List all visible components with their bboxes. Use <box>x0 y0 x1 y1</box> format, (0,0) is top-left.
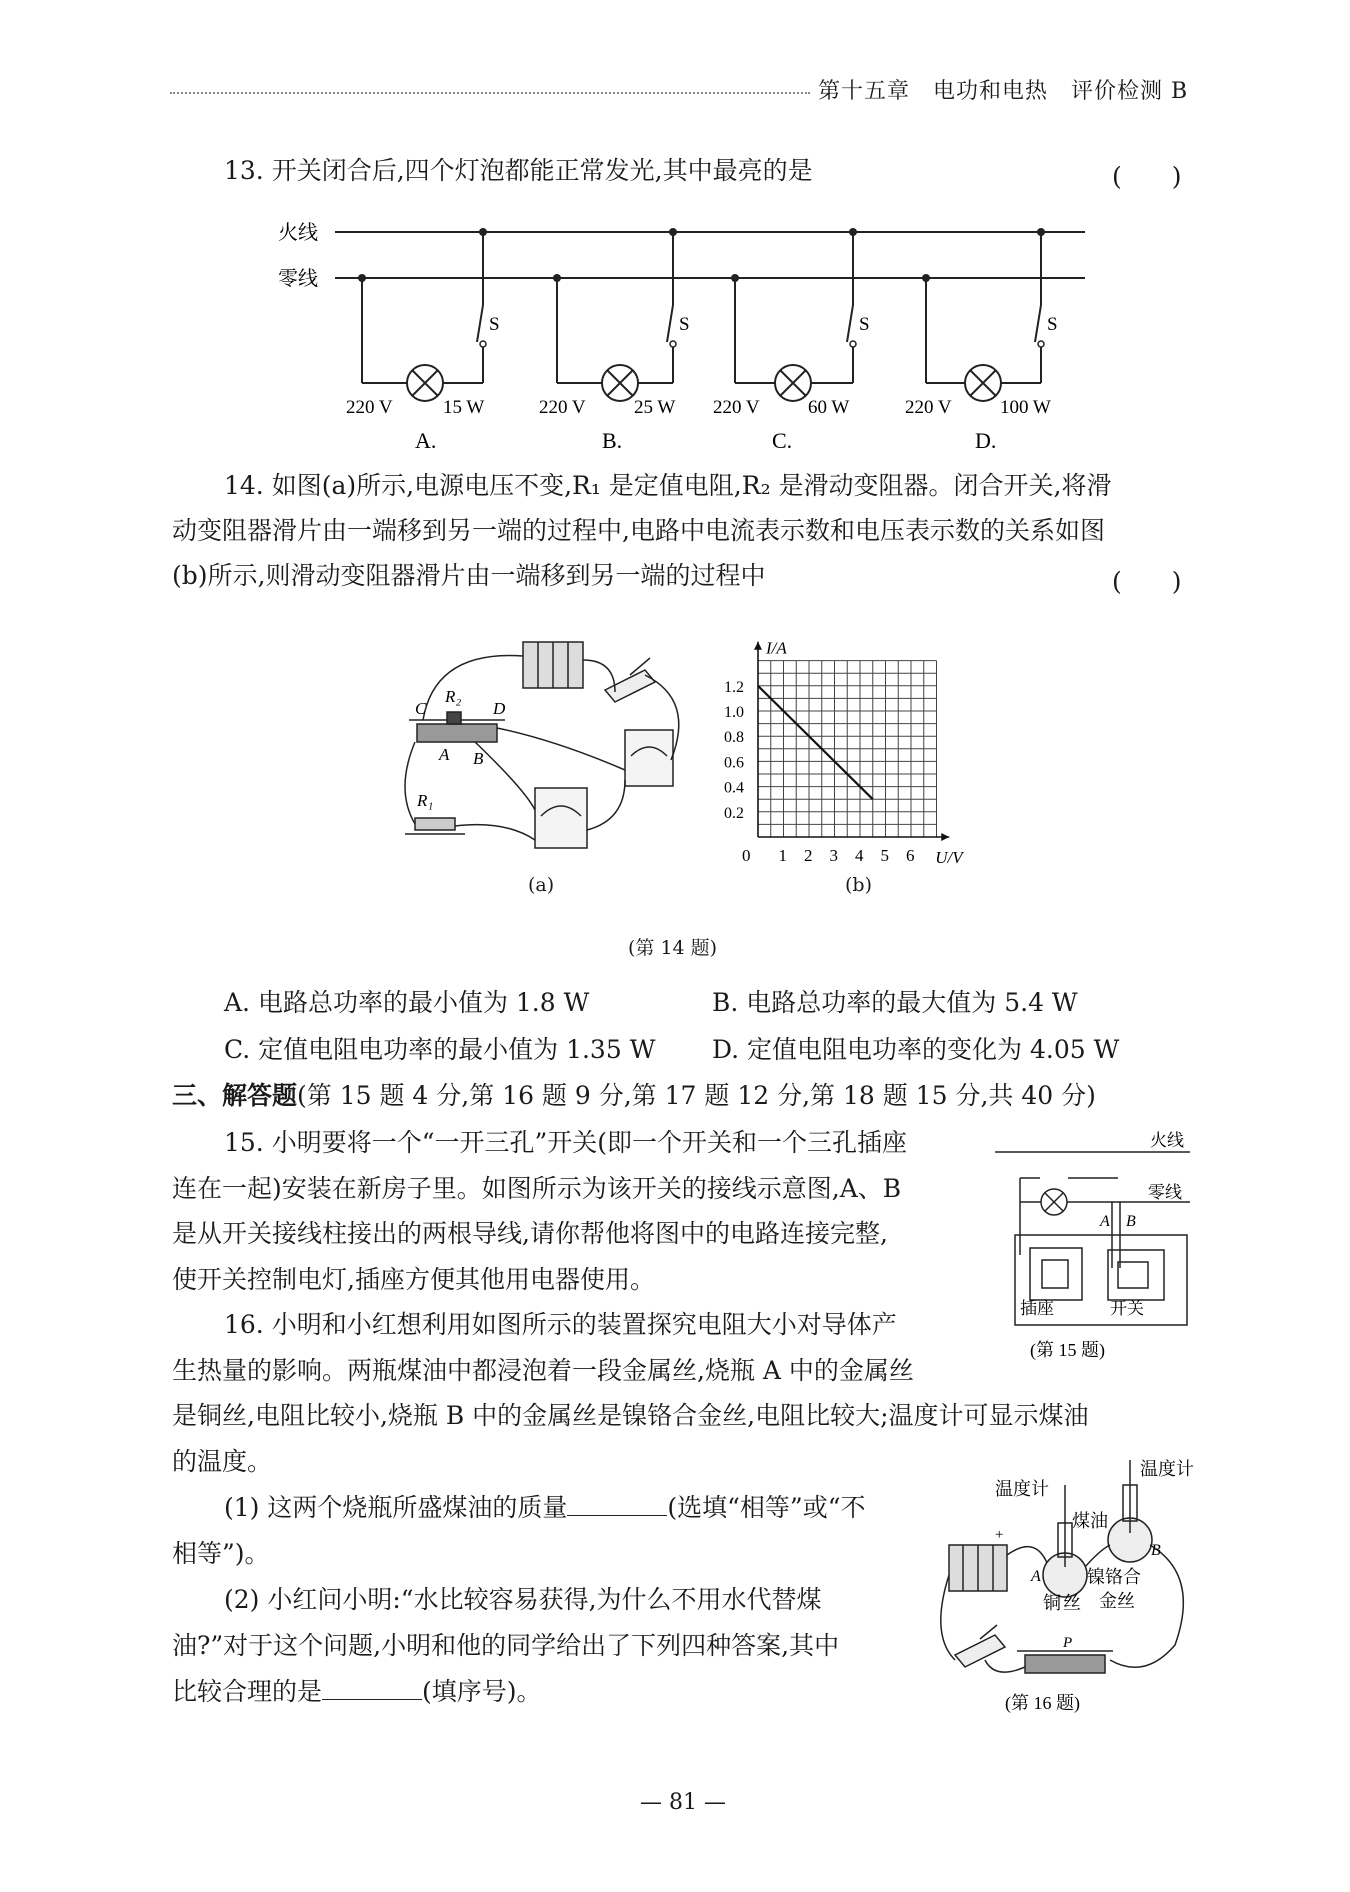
q14-option-c: C. 定值电阻电功率的最小值为 1.35 W <box>224 1035 656 1064</box>
q14-line-2: 动变阻器滑片由一端移到另一端的过程中,电路中电流表示数和电压表示数的关系如图 <box>172 516 1105 545</box>
q14-option-b: B. 电路总功率的最大值为 5.4 W <box>712 988 1078 1017</box>
q13-circuit-diagram <box>260 210 1100 460</box>
y-tick-label: 1.0 <box>724 704 744 721</box>
q15-label-a: A <box>1100 1213 1110 1230</box>
q16-kerosene-label: 煤油 <box>1072 1511 1108 1531</box>
q16-sub2-text-d: (填序号)。 <box>422 1677 542 1706</box>
q14-figure-b-label: (b) <box>845 874 872 896</box>
q13-bulb-c-voltage: 220 V <box>713 397 760 418</box>
y-tick-label: 0.8 <box>724 729 744 747</box>
q13-bulb-b-power: 25 W <box>634 397 676 418</box>
q14-figure-a-label: (a) <box>528 874 555 896</box>
q13-bulb-a-power: 15 W <box>443 397 485 418</box>
q16-nichrome-label-1: 镍铬合 <box>1087 1567 1141 1587</box>
q14-figure-b-chart <box>718 612 978 882</box>
q16-sub1-answer-blank[interactable] <box>567 1485 667 1516</box>
q13-answer-paren: ( ) <box>1112 162 1182 191</box>
y-tick-label: 0.2 <box>724 804 744 822</box>
y-tick-label: 1.2 <box>724 678 744 696</box>
q15-live-wire-label: 火线 <box>1150 1131 1184 1150</box>
q16-line-1: 16. 小明和小红想利用如图所示的装置探究电阻大小对导体产 <box>224 1310 897 1339</box>
q13-switch-d-label: S <box>1047 314 1058 335</box>
q16-sub2-text-c: 比较合理的是 <box>172 1677 323 1706</box>
y-axis-label: I/A <box>766 638 787 658</box>
q13-option-b: B. <box>602 428 623 453</box>
series-line <box>758 686 873 799</box>
section-3-scoring: (第 15 题 4 分,第 16 题 9 分,第 17 题 12 分,第 18 题 15 分,共 40 分) <box>297 1081 1096 1110</box>
q13-switch-c-label: S <box>859 314 870 335</box>
q14-label-c: C <box>415 699 427 718</box>
q16-sub1-text-c: 相等”)。 <box>172 1539 270 1568</box>
q16-figure-caption: (第 16 题) <box>1005 1693 1080 1713</box>
q15-neutral-wire-label: 零线 <box>1148 1183 1182 1202</box>
q13-neutral-wire-label: 零线 <box>278 268 318 290</box>
q16-thermometer-a-label: 温度计 <box>995 1479 1049 1499</box>
q16-nichrome-label-2: 金丝 <box>1099 1591 1135 1611</box>
q14-figure-a-apparatus <box>375 620 705 890</box>
q16-copper-label-2: 丝 <box>1063 1593 1081 1613</box>
q14-answer-paren: ( ) <box>1112 567 1182 596</box>
q13-option-d: D. <box>975 428 997 453</box>
q13-switch-a-label: S <box>489 314 500 335</box>
q14-label-d: D <box>493 699 506 718</box>
q13-stem: 13. 开关闭合后,四个灯泡都能正常发光,其中最亮的是 <box>224 156 813 185</box>
q16-sub2-text-b: 油?”对于这个问题,小明和他的同学给出了下列四种答案,其中 <box>172 1631 840 1660</box>
q14-option-d: D. 定值电阻电功率的变化为 4.05 W <box>712 1035 1120 1064</box>
q15-figure-caption: (第 15 题) <box>1030 1340 1105 1360</box>
q15-line-2: 连在一起)安装在新房子里。如图所示为该开关的接线示意图,A、B <box>172 1174 902 1203</box>
q14-label-r2: R₂ <box>445 687 462 706</box>
q16-sub1-text-a: (1) 这两个烧瓶所盛煤油的质量 <box>224 1493 568 1522</box>
x-tick-label: 4 <box>855 846 864 865</box>
q15-socket-label: 插座 <box>1020 1299 1054 1318</box>
q14-label-a: A <box>439 745 450 764</box>
q14-label-r1: R₁ <box>417 791 434 810</box>
q13-bulb-c-power: 60 W <box>808 397 850 418</box>
chapter-header: 第十五章 电功和电热 评价检测 B <box>818 79 1189 104</box>
q16-sub2-text-a: (2) 小红问小明:“水比较容易获得,为什么不用水代替煤 <box>224 1585 822 1614</box>
x-tick-label: 2 <box>804 846 813 865</box>
q13-option-a: A. <box>415 428 437 453</box>
y-tick-label: 0.4 <box>724 779 744 797</box>
q15-line-1: 15. 小明要将一个“一开三孔”开关(即一个开关和一个三孔插座 <box>224 1128 908 1157</box>
q13-bulb-d-power: 100 W <box>1000 397 1051 418</box>
q13-option-c: C. <box>772 428 793 453</box>
x-tick-label: 3 <box>829 846 838 865</box>
q13-bulb-d-voltage: 220 V <box>905 397 952 418</box>
q16-line-4: 的温度。 <box>172 1447 273 1476</box>
q13-live-wire-label: 火线 <box>278 222 318 244</box>
q16-slider-p-label: P <box>1063 1635 1073 1651</box>
q14-line-1: 14. 如图(a)所示,电源电压不变,R₁ 是定值电阻,R₂ 是滑动变阻器。闭合开关,将滑 <box>224 471 1112 500</box>
q15-switch-label: 开关 <box>1110 1299 1144 1318</box>
q16-flask-b-label: B <box>1151 1542 1161 1559</box>
q16-sub2-answer-blank[interactable] <box>322 1669 422 1700</box>
q16-battery-plus: + <box>995 1527 1004 1543</box>
q16-line-2: 生热量的影响。两瓶煤油中都浸泡着一段金属丝,烧瓶 A 中的金属丝 <box>172 1356 914 1385</box>
x-tick-label: 1 <box>778 846 787 865</box>
x-axis-arrow <box>941 833 949 841</box>
page-number: — 81 — <box>640 1790 726 1815</box>
q15-line-4: 使开关控制电灯,插座方便其他用电器使用。 <box>172 1265 655 1294</box>
y-tick-label: 0.6 <box>724 754 744 772</box>
q16-thermometer-b-label: 温度计 <box>1140 1459 1194 1479</box>
q16-line-3: 是铜丝,电阻比较小,烧瓶 B 中的金属丝是镍铬合金丝,电阻比较大;温度计可显示煤油 <box>172 1401 1089 1430</box>
q13-switch-b-label: S <box>679 314 690 335</box>
q14-line-3: (b)所示,则滑动变阻器滑片由一端移到另一端的过程中 <box>172 561 766 590</box>
q16-sub1-text-b: (选填“相等”或“不 <box>667 1493 866 1522</box>
q14-label-b: B <box>473 749 484 768</box>
q13-bulb-a-voltage: 220 V <box>346 397 393 418</box>
q16-apparatus-diagram <box>935 1455 1205 1720</box>
q13-bulb-b-voltage: 220 V <box>539 397 586 418</box>
q16-flask-a-label: A <box>1031 1568 1041 1585</box>
y-axis-arrow <box>754 642 762 650</box>
x-tick-label: 6 <box>906 846 915 865</box>
q15-label-b: B <box>1126 1213 1136 1230</box>
q15-wiring-diagram <box>990 1120 1205 1370</box>
x-axis-label: U/V <box>935 848 963 867</box>
q15-line-3: 是从开关接线柱接出的两根导线,请你帮他将图中的电路连接完整, <box>172 1219 888 1248</box>
q14-figure-caption: (第 14 题) <box>628 937 718 959</box>
x-tick-label: 0 <box>742 846 751 865</box>
q14-option-a: A. 电路总功率的最小值为 1.8 W <box>224 988 590 1017</box>
x-tick-label: 5 <box>880 846 889 865</box>
header-rule <box>170 92 810 94</box>
q16-copper-label-1: 铜 <box>1043 1593 1061 1613</box>
section-3-heading: 三、解答题 <box>172 1081 298 1110</box>
